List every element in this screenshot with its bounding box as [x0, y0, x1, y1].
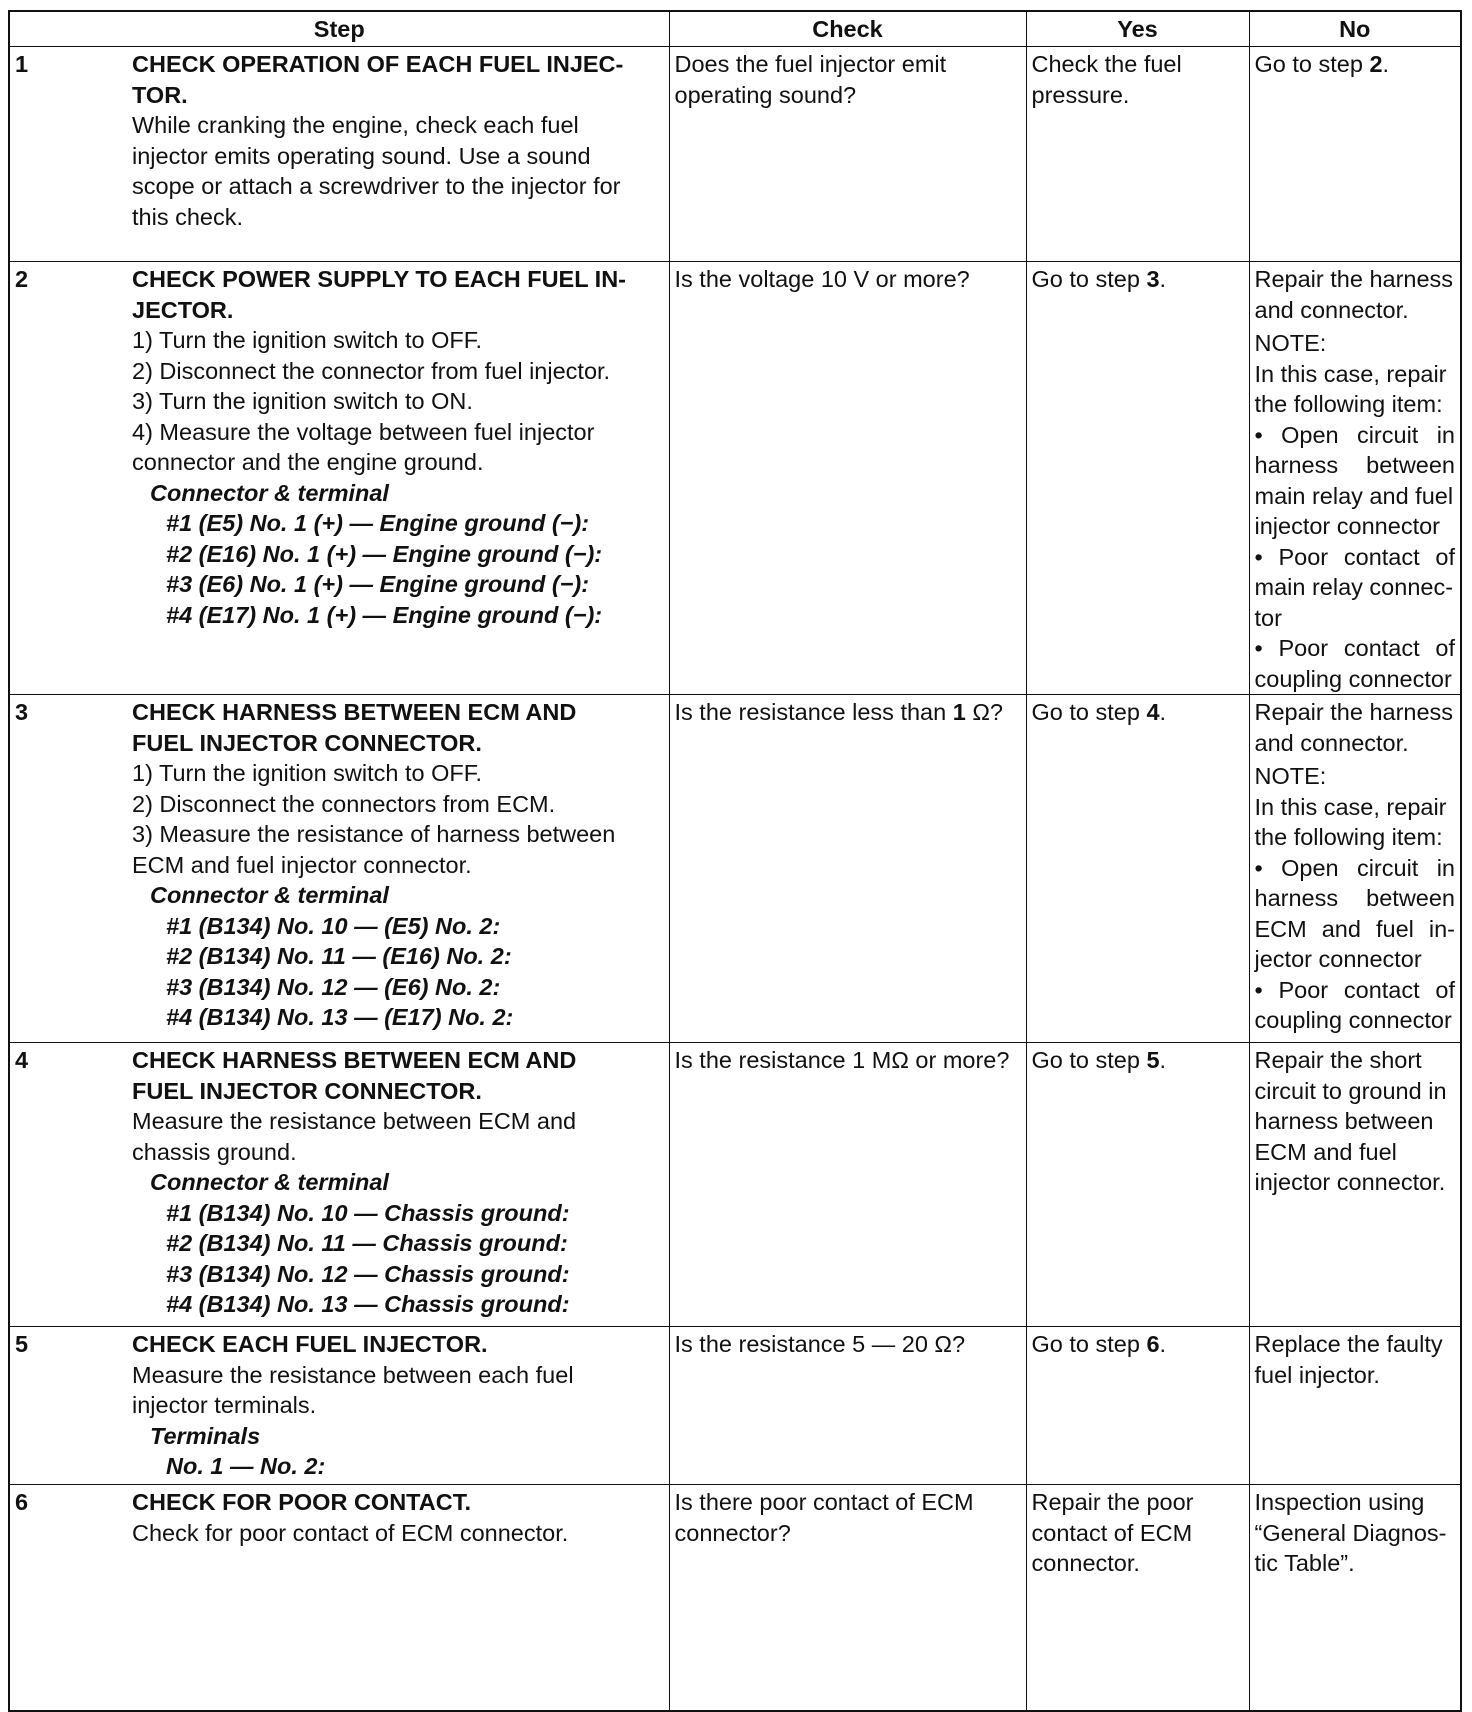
- table-row: [9, 1485, 1461, 1711]
- connector-terminal: #2 (E16) No. 1 (+) — Engine ground (−):: [166, 540, 603, 567]
- yes-action: Check the fuel pressure.: [1026, 47, 1249, 262]
- header-no: No: [1249, 11, 1461, 47]
- no-action: Inspection using “General Diagnos- tic Table”.: [1249, 1485, 1461, 1711]
- yes-action: Go to step 5.: [1026, 1043, 1249, 1327]
- connector-terminal: #3 (E6) No. 1 (+) — Engine ground (−):: [166, 571, 590, 597]
- table-row: [9, 262, 1461, 695]
- no-action: Repair the short circuit to ground in harness between ECM and fuel injector connector.: [1249, 1043, 1461, 1327]
- step-title: FUEL INJECTOR CONNECTOR.: [132, 1077, 482, 1104]
- connector-terminal: #2 (B134) No. 11 — (E16) No. 2:: [166, 943, 512, 969]
- connector-terminal: #4 (B134) No. 13 — Chassis ground:: [166, 1291, 570, 1317]
- yes-action: Repair the poor contact of ECM connector.: [1026, 1485, 1249, 1711]
- step-title: FUEL INJECTOR CONNECTOR.: [132, 729, 482, 756]
- step-text: 1) Turn the ignition switch to OFF.: [132, 327, 483, 353]
- connector-terminal: #2 (B134) No. 11 — Chassis ground:: [166, 1230, 568, 1256]
- step-description: [127, 1485, 669, 1711]
- step-description: [127, 262, 669, 695]
- step-text: this check.: [132, 203, 244, 230]
- connector-terminal: #3 (B134) No. 12 — (E6) No. 2:: [166, 973, 501, 1000]
- step-title: CHECK HARNESS BETWEEN ECM AND: [132, 699, 577, 725]
- connector-terminal: #1 (E5) No. 1 (+) — Engine ground (−):: [166, 510, 590, 536]
- step-text: Measure the resistance between ECM and: [132, 1108, 577, 1134]
- connector-terminal: #3 (B134) No. 12 — Chassis ground:: [166, 1260, 570, 1287]
- step-text: 2) Disconnect the connector from fuel injector.: [132, 357, 611, 384]
- step-number: 2: [9, 262, 127, 695]
- step-text: Check for poor contact of ECM connector.: [132, 1519, 569, 1546]
- yes-action: Go to step 6.: [1026, 1327, 1249, 1485]
- connector-terminal: #1 (B134) No. 10 — Chassis ground:: [166, 1199, 570, 1226]
- no-action: Go to step 2.: [1249, 47, 1461, 262]
- connector-terminal: #4 (B134) No. 13 — (E17) No. 2:: [166, 1004, 514, 1030]
- step-text: 1) Turn the ignition switch to OFF.: [132, 760, 483, 786]
- step-text: chassis ground.: [132, 1138, 297, 1165]
- table-row: [9, 1327, 1461, 1485]
- step-number: 6: [9, 1485, 127, 1711]
- connector-heading: Connector & terminal: [150, 1169, 389, 1195]
- step-description: [127, 1327, 669, 1485]
- step-title: CHECK OPERATION OF EACH FUEL INJEC-: [132, 51, 624, 77]
- table-row: [9, 47, 1461, 262]
- step-number: 3: [9, 695, 127, 1043]
- step-number: 1: [9, 47, 127, 262]
- step-title: CHECK EACH FUEL INJECTOR.: [132, 1331, 488, 1357]
- step-text: injector terminals.: [132, 1392, 317, 1418]
- connector-terminal: #4 (E17) No. 1 (+) — Engine ground (−):: [166, 601, 603, 628]
- check-question: Does the fuel injector emit operating sound?: [669, 47, 1026, 262]
- no-action: Repair the harness and connector. NOTE: In this case, repair the following item: • Open circuit in harness between main relay and fuel injector connector • Poor contact of main relay connec- tor • Poor contact of coupling connector: [1249, 262, 1461, 695]
- step-description: [127, 47, 669, 262]
- step-text: Measure the resistance between each fuel: [132, 1361, 574, 1388]
- step-text: 2) Disconnect the connectors from ECM.: [132, 790, 556, 817]
- step-title: CHECK FOR POOR CONTACT.: [132, 1489, 472, 1515]
- header-yes: Yes: [1026, 11, 1249, 47]
- table-row: [9, 695, 1461, 1043]
- step-description: [127, 695, 669, 1043]
- step-text: ECM and fuel injector connector.: [132, 851, 472, 878]
- step-number: 5: [9, 1327, 127, 1485]
- step-text: While cranking the engine, check each fuel: [132, 112, 579, 138]
- step-title: CHECK POWER SUPPLY TO EACH FUEL IN-: [132, 266, 627, 292]
- step-title: CHECK HARNESS BETWEEN ECM AND: [132, 1047, 577, 1073]
- check-question: Is the resistance less than 1 Ω?: [669, 695, 1026, 1043]
- connector-heading: Connector & terminal: [150, 882, 389, 908]
- yes-action: Go to step 4.: [1026, 695, 1249, 1043]
- step-text: injector emits operating sound. Use a sound: [132, 142, 591, 169]
- step-number: 4: [9, 1043, 127, 1327]
- header-check: Check: [669, 11, 1026, 47]
- step-text: connector and the engine ground.: [132, 449, 484, 475]
- table-row: [9, 1043, 1461, 1327]
- note-label: NOTE:: [1254, 330, 1327, 356]
- header-step: Step: [9, 11, 669, 47]
- check-question: Is the resistance 1 MΩ or more?: [669, 1043, 1026, 1327]
- step-title: JECTOR.: [132, 296, 234, 323]
- terminals-heading: Terminals: [150, 1422, 261, 1449]
- step-description: [127, 1043, 669, 1327]
- connector-terminal: #1 (B134) No. 10 — (E5) No. 2:: [166, 912, 501, 939]
- check-question: Is the voltage 10 V or more?: [669, 262, 1026, 695]
- step-text: 4) Measure the voltage between fuel injector: [132, 418, 595, 445]
- check-question: Is there poor contact of ECM connector?: [669, 1485, 1026, 1711]
- step-text: 3) Turn the ignition switch to ON.: [132, 388, 473, 414]
- connector-terminal: No. 1 — No. 2:: [166, 1453, 326, 1479]
- step-text: 3) Measure the resistance of harness between: [132, 821, 616, 847]
- no-action: Replace the faulty fuel injector.: [1249, 1327, 1461, 1485]
- no-action: Repair the harness and connector. NOTE: In this case, repair the following item: • Open circuit in harness between ECM and fuel in- jector connector • Poor contact of coupling connector: [1249, 695, 1461, 1043]
- check-question: Is the resistance 5 — 20 Ω?: [669, 1327, 1026, 1485]
- note-label: NOTE:: [1254, 763, 1327, 789]
- step-text: scope or attach a screwdriver to the injector for: [132, 173, 621, 199]
- yes-action: Go to step 3.: [1026, 262, 1249, 695]
- diagnostic-table: [8, 10, 1462, 1712]
- connector-heading: Connector & terminal: [150, 479, 389, 506]
- header-row: [9, 11, 1461, 47]
- step-title: TOR.: [132, 81, 188, 108]
